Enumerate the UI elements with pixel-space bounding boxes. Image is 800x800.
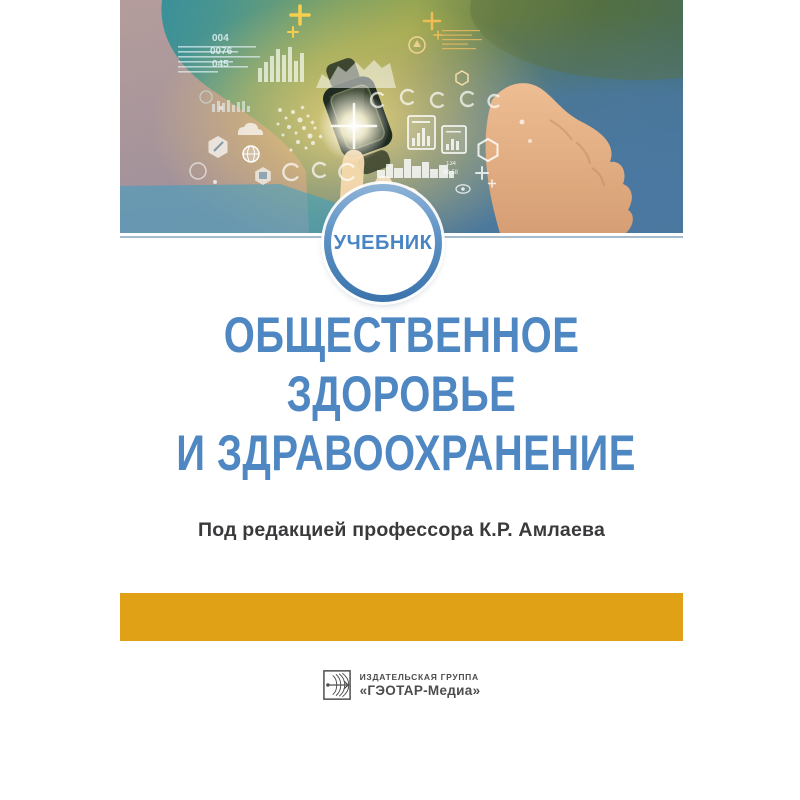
publisher-group-line: ИЗДАТЕЛЬСКАЯ ГРУППА: [359, 672, 479, 682]
publisher-logo-block: [120, 670, 683, 700]
overlay-number-1: 004: [212, 33, 229, 44]
overlay-number-3: 045: [212, 59, 229, 70]
textbook-badge-label: УЧЕБНИК: [333, 231, 433, 254]
publisher-name-line: «ГЭОТАР-Медиа»: [359, 683, 481, 698]
textbook-badge: [324, 184, 442, 302]
geotar-logo-icon: [323, 670, 351, 700]
book-title-line-3: И ЗДРАВООХРАНЕНИЕ: [176, 425, 636, 481]
book-title-line-2: ЗДОРОВЬЕ: [286, 366, 517, 422]
textbook-badge-inner: [331, 191, 435, 295]
book-title: [120, 306, 683, 483]
globe-icon: [243, 146, 259, 162]
book-title-line-1: ОБЩЕСТВЕННОЕ: [223, 307, 580, 363]
overlay-number-5: 49.58: [443, 170, 459, 176]
editor-line: Под редакцией профессора К.Р. Амлаева: [198, 519, 605, 541]
overlay-number-4: 134: [446, 161, 457, 167]
book-cover: [120, 0, 683, 780]
accent-band: [120, 593, 683, 641]
overlay-number-2: 0076: [210, 46, 233, 57]
publisher-text: [360, 672, 481, 698]
lens-flare: [318, 90, 390, 162]
